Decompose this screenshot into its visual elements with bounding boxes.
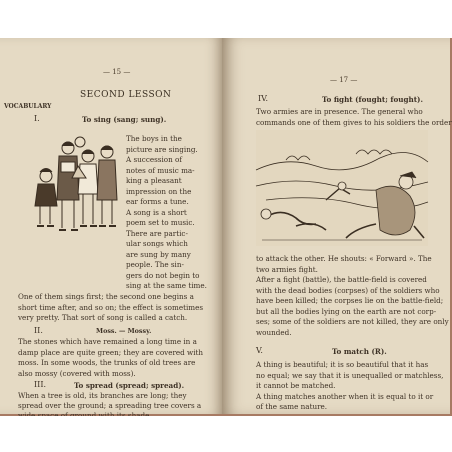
text-line: it cannot be matched. bbox=[256, 381, 336, 390]
page-number: — 15 — bbox=[103, 68, 131, 76]
text-line: gers do not begin to bbox=[126, 270, 200, 280]
text-line: ear forms a tune. bbox=[126, 197, 189, 206]
section-2-text bbox=[18, 337, 203, 379]
background-bottom bbox=[0, 416, 452, 452]
section-5-heading: To match (R). bbox=[332, 347, 387, 356]
text-line: A thing is beautiful; it is so beautiful that it has bbox=[256, 360, 429, 369]
text-line: notes of music ma- bbox=[126, 165, 195, 175]
section-2-heading: Moss. — Mossy. bbox=[96, 327, 152, 335]
section-1-text-full bbox=[18, 292, 203, 324]
text-line: When a tree is old, its branches are long; they bbox=[18, 391, 187, 400]
text-line: impression on the bbox=[126, 186, 192, 196]
text-line: short time after, and so on; the effect is sometimes bbox=[18, 302, 204, 312]
text-line: Two armies are in presence. The general who bbox=[256, 107, 423, 116]
text-line: have been killed; the corpses lie on the battle-field; bbox=[256, 296, 444, 305]
text-line: One of them sings first; the second one begins a bbox=[18, 292, 194, 301]
open-book bbox=[0, 38, 452, 416]
text-line: commands one of them gives to his soldiers the order bbox=[256, 117, 452, 127]
text-line: king a pleasant bbox=[126, 176, 182, 185]
section-1-heading: To sing (sang; sung). bbox=[82, 115, 167, 124]
text-line: of the same nature. bbox=[256, 402, 328, 411]
text-line: The boys in the bbox=[126, 134, 182, 143]
text-line: The stones which have remained a long time in a bbox=[18, 337, 197, 346]
section-4-text-top bbox=[256, 107, 452, 128]
text-line: There are partic- bbox=[126, 228, 188, 238]
text-line: A song is a short bbox=[126, 207, 187, 217]
lesson-title: SECOND LESSON bbox=[80, 90, 172, 100]
text-line: A thing matches another when it is equal to it or bbox=[256, 391, 434, 401]
text-line: are sung by many bbox=[126, 249, 191, 259]
section-2-numeral: II. bbox=[34, 326, 43, 335]
text-line: two armies fight. bbox=[256, 264, 318, 274]
text-line: with the dead bodies (corpses) of the soldiers who bbox=[256, 285, 440, 295]
section-5-text bbox=[256, 360, 443, 413]
singing-boys-illustration bbox=[28, 132, 122, 242]
text-line: ses; some of the soldiers are not killed, they are only bbox=[256, 317, 449, 326]
text-line: no equal; we say that it is unequalled or matchless, bbox=[256, 370, 444, 380]
text-line: ular songs which bbox=[126, 239, 188, 248]
section-3-heading: To spread (spread; spread). bbox=[74, 381, 185, 390]
section-4-text-bottom bbox=[256, 254, 449, 338]
left-page bbox=[0, 38, 222, 414]
vocabulary-label: VOCABULARY bbox=[4, 103, 52, 110]
text-line: sing at the same time. bbox=[126, 281, 207, 290]
section-4-numeral: IV. bbox=[258, 94, 269, 103]
section-5-numeral: V. bbox=[256, 346, 263, 355]
section-1-text-right bbox=[126, 134, 207, 292]
text-line: picture are singing. bbox=[126, 144, 198, 154]
text-line: spread over the ground; a spreading tree covers a bbox=[18, 401, 202, 410]
page-number: — 17 — bbox=[330, 76, 358, 84]
text-line: moss. In some woods, the trunks of old trees are bbox=[18, 358, 196, 367]
text-line: damp place are quite green; they are covered with bbox=[18, 347, 204, 357]
background-top bbox=[0, 0, 452, 38]
text-line: but all the bodies lying on the earth are not corp- bbox=[256, 306, 437, 316]
text-line: very pretty. That sort of song is called a catch. bbox=[18, 313, 188, 322]
text-line: wounded. bbox=[256, 327, 292, 337]
section-4-heading: To fight (fought; fought). bbox=[322, 95, 423, 104]
text-line: people. The sin- bbox=[126, 260, 184, 269]
text-line: A succession of bbox=[126, 155, 183, 164]
section-1-numeral: I. bbox=[34, 114, 40, 123]
text-line: to attack the other. He shouts: « Forward ». The bbox=[256, 254, 432, 263]
text-line: poem set to music. bbox=[126, 218, 195, 227]
right-page bbox=[222, 38, 450, 414]
section-3-numeral: III. bbox=[34, 380, 47, 389]
battle-illustration bbox=[256, 130, 428, 246]
text-line: also mossy (covered with moss). bbox=[18, 368, 136, 378]
text-line: After a fight (battle), the battle-field is covered bbox=[256, 275, 427, 284]
